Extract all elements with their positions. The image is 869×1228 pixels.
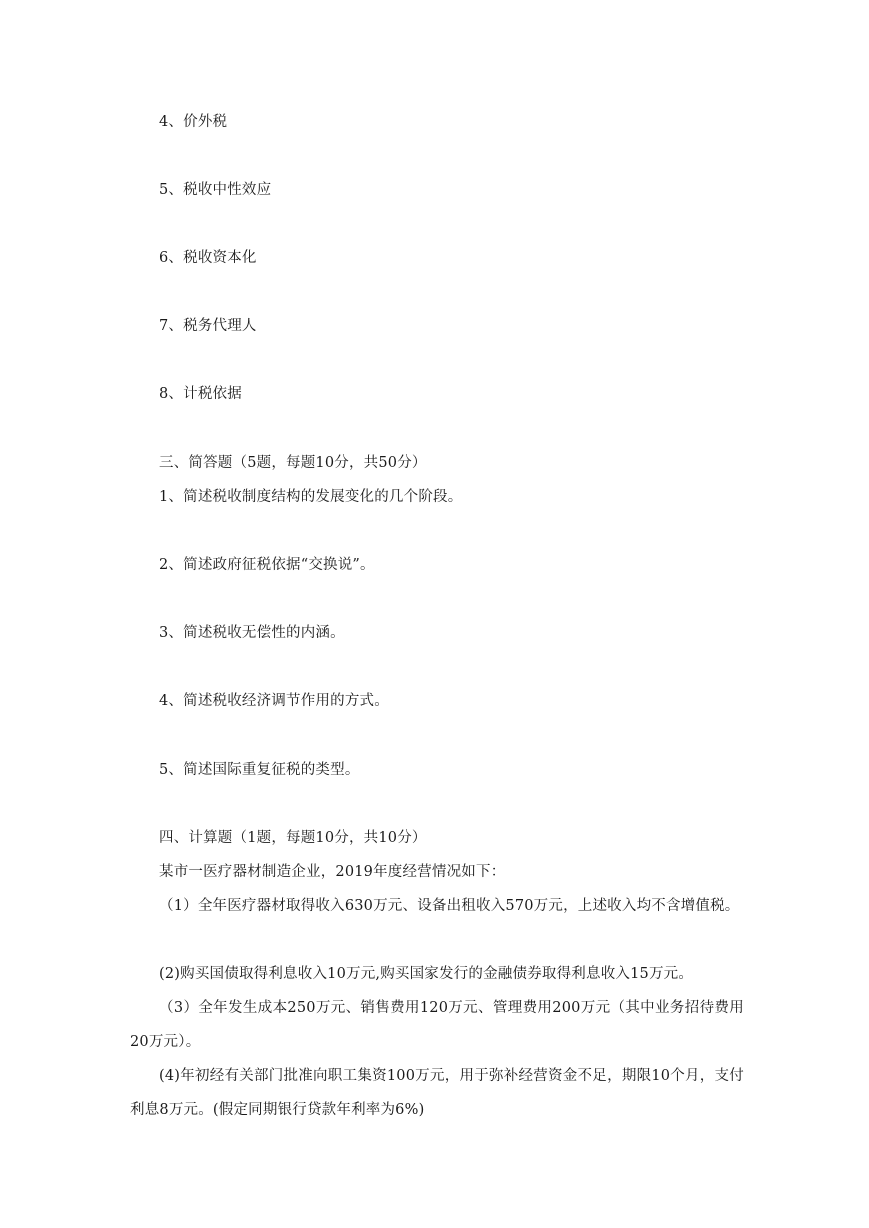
problem-item: (2)购买国债取得利息收入10万元,购买国家发行的金融债券取得利息收入15万元。 (159, 966, 694, 982)
question-item: 3、简述税收无偿性的内涵。 (159, 625, 345, 641)
term-item: 7、税务代理人 (159, 318, 257, 334)
problem-item: （1）全年医疗器材取得收入630万元、设备出租收入570万元，上述收入均不含增值税。 (159, 898, 740, 914)
question-item: 5、简述国际重复征税的类型。 (159, 762, 360, 778)
section-heading-short-answer: 三、简答题（5题，每题10分，共50分） (159, 455, 427, 471)
problem-item: （3）全年发生成本250万元、销售费用120万元、管理费用200万元（其中业务招待费用20万元）。 (130, 1000, 744, 1050)
problem-intro: 某市一医疗器材制造企业，2019年度经营情况如下： (159, 864, 506, 880)
question-item: 4、简述税收经济调节作用的方式。 (159, 693, 389, 709)
term-item: 8、计税依据 (159, 386, 242, 402)
question-item: 1、简述税收制度结构的发展变化的几个阶段。 (159, 489, 463, 505)
problem-item: (4)年初经有关部门批准向职工集资100万元，用于弥补经营资金不足，期限10个月，支付利息8万元。(假定同期银行贷款年利率为6%) (130, 1068, 744, 1118)
term-item: 6、税收资本化 (159, 250, 257, 266)
question-item: 2、简述政府征税依据“交换说”。 (159, 557, 375, 573)
term-item: 5、税收中性效应 (159, 182, 272, 198)
term-item: 4、价外税 (159, 114, 228, 130)
section-heading-calculation: 四、计算题（1题，每题10分，共10分） (159, 830, 427, 846)
